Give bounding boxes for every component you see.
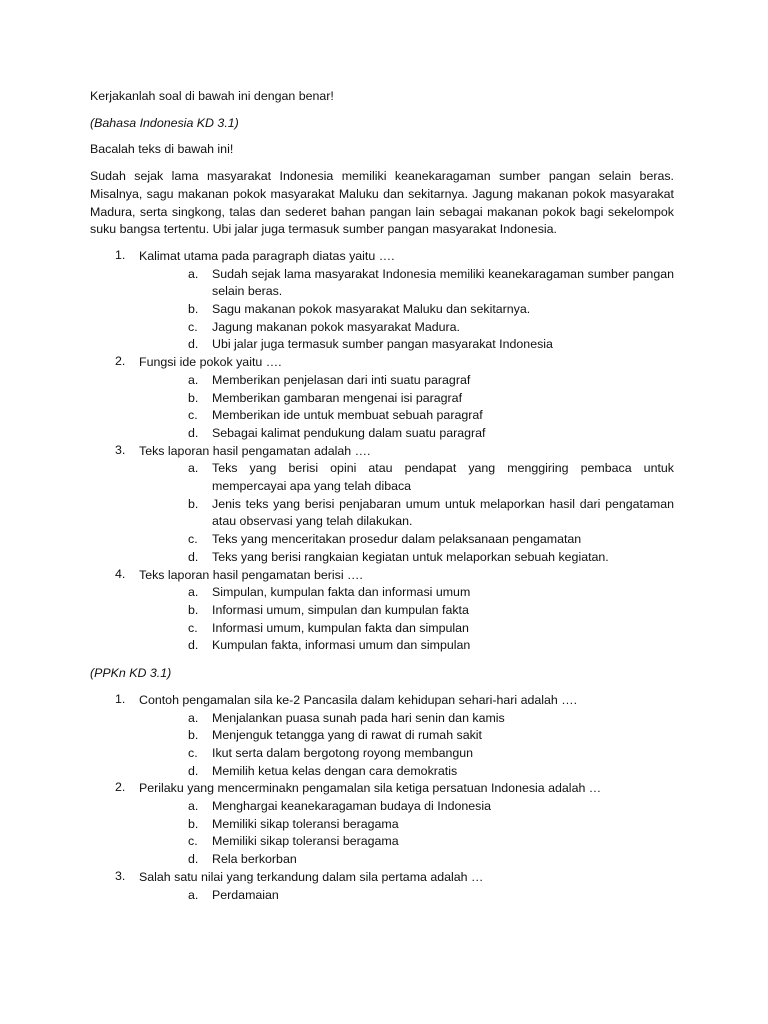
option-letter: a. xyxy=(188,461,199,476)
option-text: Memiliki sikap toleransi beragama xyxy=(212,816,399,831)
option-letter: d. xyxy=(188,425,199,440)
option-text: Memilih ketua kelas dengan cara demokratis xyxy=(212,763,458,778)
option-letter: b. xyxy=(188,302,199,317)
answer-option xyxy=(139,584,674,602)
question-number: 3. xyxy=(115,868,126,883)
option-list xyxy=(139,584,674,655)
question-item xyxy=(90,443,674,567)
option-text: Memiliki sikap toleransi beragama xyxy=(212,834,399,849)
question-item xyxy=(90,248,674,354)
option-letter: c. xyxy=(188,319,198,334)
answer-option xyxy=(139,301,674,319)
question-text: Kalimat utama pada paragraph diatas yaitu …. xyxy=(139,248,395,263)
answer-option xyxy=(139,637,674,655)
question-list xyxy=(90,692,674,904)
option-letter: a. xyxy=(188,372,199,387)
question-number: 2. xyxy=(115,354,126,369)
answer-option xyxy=(139,763,674,781)
question-number: 3. xyxy=(115,442,126,457)
answer-option xyxy=(139,887,674,905)
option-text: Sagu makanan pokok masyarakat Maluku dan sekitarnya. xyxy=(212,302,531,317)
option-text: Ubi jalar juga termasuk sumber pangan masyarakat Indonesia xyxy=(212,337,553,352)
option-letter: a. xyxy=(188,710,199,725)
question-text: Fungsi ide pokok yaitu …. xyxy=(139,355,282,370)
question-text: Contoh pengamalan sila ke-2 Pancasila dalam kehidupan sehari-hari adalah …. xyxy=(139,692,578,707)
option-text: Perdamaian xyxy=(212,887,279,902)
read-instruction: Bacalah teks di bawah ini! xyxy=(90,142,234,157)
question-number: 1. xyxy=(115,691,126,706)
question-item xyxy=(90,692,674,781)
option-letter: a. xyxy=(188,585,199,600)
option-text: Menghargai keanekaragaman budaya di Indonesia xyxy=(212,799,491,814)
question-list xyxy=(90,248,674,655)
option-letter: d. xyxy=(188,549,199,564)
option-text: Informasi umum, simpulan dan kumpulan fakta xyxy=(212,602,469,617)
option-text: Memberikan gambaran mengenai isi paragraf xyxy=(212,390,463,405)
option-text: Memberikan ide untuk membuat sebuah paragraf xyxy=(212,408,483,423)
option-letter: d. xyxy=(188,852,199,867)
option-letter: c. xyxy=(188,620,198,635)
option-text: Sebagai kalimat pendukung dalam suatu paragraf xyxy=(212,425,486,440)
option-text: Kumpulan fakta, informasi umum dan simpulan xyxy=(212,638,471,653)
answer-option xyxy=(139,816,674,834)
section-label-bahasa: (Bahasa Indonesia KD 3.1) xyxy=(90,115,239,130)
option-letter: d. xyxy=(188,337,199,352)
option-text: Sudah sejak lama masyarakat Indonesia memiliki keanekaragaman sumber pangan selain beras. xyxy=(212,266,674,299)
option-letter: a. xyxy=(188,887,199,902)
answer-option xyxy=(139,336,674,354)
option-text: Teks yang berisi rangkaian kegiatan untuk melaporkan sebuah kegiatan. xyxy=(212,549,609,564)
answer-option xyxy=(139,549,674,567)
option-list xyxy=(139,887,674,905)
option-text: Informasi umum, kumpulan fakta dan simpulan xyxy=(212,620,469,635)
option-letter: d. xyxy=(188,638,199,653)
question-text: Teks laporan hasil pengamatan berisi …. xyxy=(139,567,363,582)
answer-option xyxy=(139,620,674,638)
option-letter: c. xyxy=(188,532,198,547)
instruction-text: Kerjakanlah soal di bawah ini dengan benar! xyxy=(90,89,334,103)
option-text: Memberikan penjelasan dari inti suatu paragraf xyxy=(212,372,471,387)
question-number: 4. xyxy=(115,566,126,581)
question-number: 1. xyxy=(115,247,126,262)
section-ppkn xyxy=(90,665,674,904)
answer-option xyxy=(139,851,674,869)
answer-option xyxy=(139,531,674,549)
answer-option xyxy=(139,266,674,301)
question-text: Teks laporan hasil pengamatan adalah …. xyxy=(139,443,371,458)
option-text: Menjalankan puasa sunah pada hari senin dan kamis xyxy=(212,710,505,725)
question-item xyxy=(90,354,674,443)
option-letter: b. xyxy=(188,390,199,405)
option-text: Ikut serta dalam bergotong royong membangun xyxy=(212,745,474,760)
option-letter: d. xyxy=(188,763,199,778)
option-list xyxy=(139,372,674,443)
answer-option xyxy=(139,496,674,531)
answer-option xyxy=(139,407,674,425)
option-text: Teks yang berisi opini atau pendapat yang menggiring pembaca untuk mempercayai apa yang telah dibaca xyxy=(212,461,674,494)
reading-passage: Sudah sejak lama masyarakat Indonesia memiliki keanekaragaman sumber pangan selain beras. Misalnya, sagu makanan pokok masyarakat Maluku dan sekitarnya. Jagung makanan pokok masyarakat Madura, serta singkong, talas dan sederet bahan pangan lain sebagai makanan pokok bagi sekelompok suku bangsa tertentu. Ubi jalar juga termasuk sumber pangan masyarakat Indonesia. xyxy=(90,169,674,237)
option-letter: a. xyxy=(188,266,199,281)
option-letter: b. xyxy=(188,816,199,831)
answer-option xyxy=(139,390,674,408)
option-text: Jagung makanan pokok masyarakat Madura. xyxy=(212,319,460,334)
answer-option xyxy=(139,727,674,745)
section-label-ppkn: (PPKn KD 3.1) xyxy=(90,666,172,681)
section-bahasa-indonesia xyxy=(90,248,674,655)
option-text: Simpulan, kumpulan fakta dan informasi umum xyxy=(212,585,471,600)
answer-option xyxy=(139,710,674,728)
answer-option xyxy=(139,798,674,816)
question-text: Perilaku yang mencerminakn pengamalan sila ketiga persatuan Indonesia adalah … xyxy=(139,781,602,796)
option-text: Jenis teks yang berisi penjabaran umum untuk melaporkan hasil dari pengataman atau observasi yang telah dilakukan. xyxy=(212,496,674,529)
question-item xyxy=(90,567,674,656)
answer-option xyxy=(139,460,674,495)
question-item xyxy=(90,780,674,869)
option-list xyxy=(139,460,674,566)
question-item xyxy=(90,869,674,904)
answer-option xyxy=(139,372,674,390)
answer-option xyxy=(139,745,674,763)
option-letter: b. xyxy=(188,728,199,743)
option-text: Teks yang menceritakan prosedur dalam pelaksanaan pengamatan xyxy=(212,532,582,547)
option-letter: c. xyxy=(188,834,198,849)
answer-option xyxy=(139,833,674,851)
answer-option xyxy=(139,602,674,620)
option-letter: b. xyxy=(188,496,199,511)
option-list xyxy=(139,798,674,869)
option-list xyxy=(139,266,674,355)
option-letter: c. xyxy=(188,745,198,760)
question-text: Salah satu nilai yang terkandung dalam sila pertama adalah … xyxy=(139,869,484,884)
option-letter: a. xyxy=(188,799,199,814)
option-letter: b. xyxy=(188,602,199,617)
document-content xyxy=(90,88,674,904)
question-number: 2. xyxy=(115,780,126,795)
answer-option xyxy=(139,425,674,443)
option-text: Rela berkorban xyxy=(212,852,297,867)
option-letter: c. xyxy=(188,408,198,423)
option-list xyxy=(139,710,674,781)
option-text: Menjenguk tetangga yang di rawat di rumah sakit xyxy=(212,728,482,743)
answer-option xyxy=(139,319,674,337)
